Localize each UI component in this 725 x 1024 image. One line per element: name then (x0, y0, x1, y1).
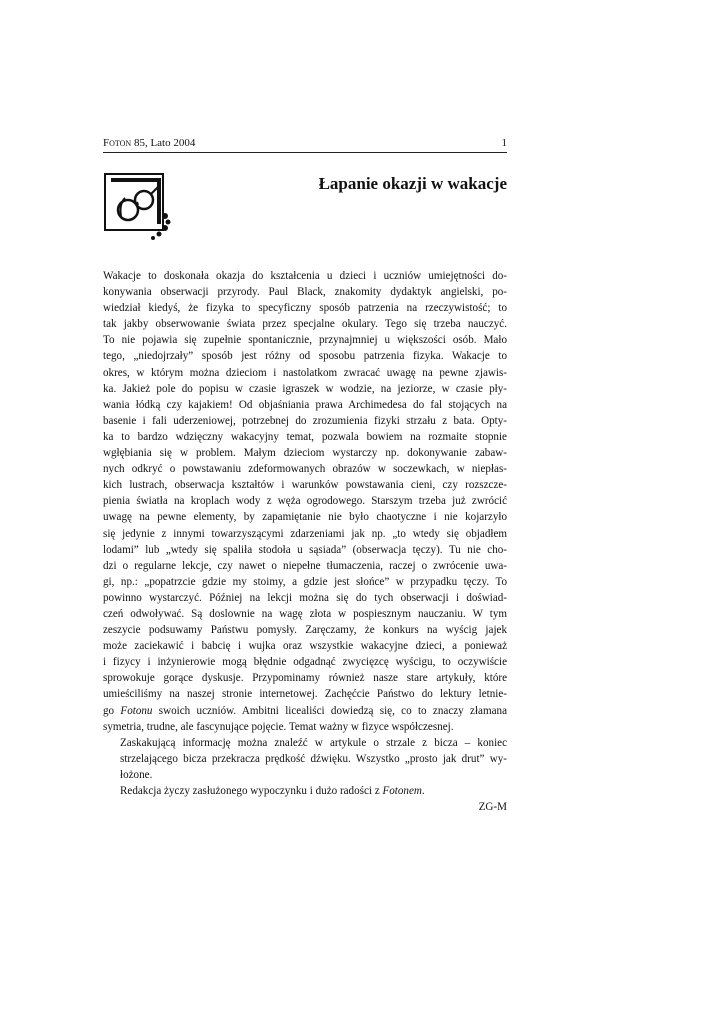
text-line: się jedynie z innymi towarzyszącymi zdarzeniami jak np. „to wtedy się objadłem (103, 527, 507, 540)
text-line: czeń odwoływać. Są doslownie na wagę złota w pospiesznym nauczaniu. W tym (103, 607, 507, 620)
journal-name-rest: oton (109, 137, 132, 149)
text-line: To nie pojawia się zupełnie spontanicznie, przynajmniej u większości osób. Mało (103, 334, 507, 347)
page-number: 1 (501, 137, 507, 149)
paragraph-2 (103, 735, 507, 783)
text-line: uwagę na pewne elementy, by zapamiętanie nie było chaotyczne i nie kojarzyło (103, 511, 507, 524)
paragraph-3 (103, 783, 507, 799)
issue-label: 85, Lato 2004 (131, 137, 196, 149)
text-line: konywania obserwacji przyrody. Paul Black, znakomity dydaktyk angielski, po- (103, 286, 507, 299)
text-line: Redakcja życzy zasłużonego wypoczynku i dużo radości z Fotonem. (120, 785, 425, 797)
text-line: wgłębiania się w problem. Małym dzieciom wystarczy np. dokonywanie zabaw- (103, 447, 507, 460)
author-signature: ZG-M (478, 801, 507, 814)
text-line: pienia światła na kroplach wody z węża ogrodowego. Starszym trzeba już zwrócić (103, 495, 507, 508)
text-line: i fizycy i inżynierowie mogą błędnie odgadnąć zwycięzcę wyścigu, to oczywiście (103, 656, 507, 669)
journal-issue (103, 136, 195, 150)
text-line: łożone. (120, 768, 153, 781)
text-line: gi, np.: „popatrzcie gdzie my stoimy, a gdzie jest słońce” w przypadku tęczy. To (103, 575, 507, 588)
journal-name-initial: F (103, 137, 110, 149)
text-line: nych odkryć o powstawaniu zdeformowanych obrazów w soczewkach, w niepłas- (103, 463, 507, 476)
text-line: Wakacje to doskonała okazja do kształcenia u dzieci i uczniów umiejętności do- (103, 270, 507, 282)
text-line: tego, „niedojrzały” sposób jest różny od sposobu patrzenia fizyka. Wakacje to (103, 350, 507, 363)
text-line: może zaciekawić i babcię i wujka oraz wszystkie wakacyjne dzieci, a ponieważ (103, 640, 507, 653)
text-line: wiedział kiedyś, że fizyka to specyficzny sposób patrzenia na rzeczywistość; to (103, 302, 507, 315)
text-line: basenie i fali uderzeniowej, potrzebnej do zrozumienia fizyki strzału z bata. Opty- (103, 414, 507, 427)
text-line: wania łódką czy kajakiem! Od objaśniania prawa Archimedesa do fal stojących na (103, 398, 507, 411)
text-line: umieściliśmy na naszej stronie internetowej. Zachęćcie Państwo do lektury letnie- (103, 688, 507, 701)
text-line: strzelającego bicza przekracza prędkość dźwięku. Wszystko „prosto jak drut” wy- (120, 752, 507, 765)
text-line: symetria, trudne, ale fascynujące pojęcie. Temat ważny w fizyce współczesnej. (103, 720, 454, 733)
text-line: okres, w którym można dzieciom i nastolatkom zwracać uwagę na pewne zjawis- (103, 366, 507, 379)
text-line: powinno wystarczyć. Później na lekcji można się do tych obserwacji i doświad- (103, 591, 507, 604)
text-line: ka to bardzo wdzięczny wakacyjny temat, pozwala bowiem na rozmaite stopnie (103, 430, 507, 443)
glasses-logo-icon (103, 172, 175, 244)
text-line: Zaskakującą informację można znaleźć w artykule o strzale z bicza – koniec (120, 736, 507, 749)
article-title: Łapanie okazji w wakacje (318, 174, 507, 193)
text-line: dzi o regularne lekcje, czy nawet o niepełne tłumaczenia, raczej o zwrócenie uwa- (103, 559, 507, 572)
text-line: kich lustrach, obserwacja kształtów i warunków powstawania cieni, czy rozszcze- (103, 479, 507, 492)
text-line: tak jakby obserwowanie świata przez specjalne okulary. Tego się trzeba nauczyć. (103, 318, 507, 331)
article-body (103, 268, 507, 815)
running-header (103, 136, 507, 153)
paragraph-1 (103, 268, 507, 735)
text-line: ka. Jakież pole do popisu w czasie igraszek w wodzie, na jeziorze, w czasie pły- (103, 382, 507, 395)
text-line: lodami” lub „wtedy się spaliła stodoła u sąsiada” (obserwacja tęczy). Tu nie cho- (103, 543, 507, 556)
text-line: zeszycie podsuwamy Państwu pomysły. Zaręczamy, że konkurs na wyścig jajek (103, 624, 507, 637)
text-line: sprowokuje gorące dyskusje. Przypominamy również nasze stare artykuły, które (103, 672, 507, 685)
text-line: go Fotonu swoich uczniów. Ambitni licealiści dowiedzą się, co to znaczy złamana (103, 704, 507, 717)
